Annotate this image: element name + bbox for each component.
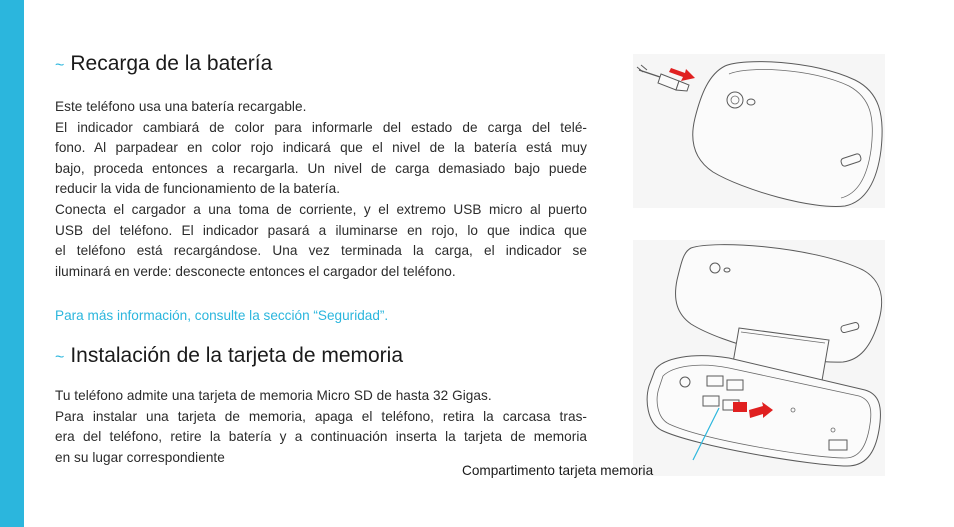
sim-slot-icon: [727, 380, 743, 390]
section-title-memory: [55, 344, 403, 368]
camera-module-icon: [680, 377, 690, 387]
text-line: en su lugar correspondiente: [55, 449, 225, 465]
memory-compartment-caption: Compartimento tarjeta memoria: [462, 463, 654, 478]
text-line: Este teléfono usa una batería recargable.: [55, 99, 307, 114]
phone-memory-card-illustration: [633, 240, 885, 476]
memory-card-icon: [733, 402, 747, 412]
phone-charging-illustration: [633, 54, 885, 208]
text-line: Conecta el cargador a una toma de corriente, y el extremo USB micro al puerto: [55, 201, 587, 217]
text-line: USB del teléfono. El indicador pasará a iluminarse en rojo, lo que indica que: [55, 222, 587, 238]
memory-paragraph: [55, 386, 587, 468]
text-line: iluminará en verde: desconecte entonces el cargador del teléfono.: [55, 263, 456, 279]
phone-memory-card-svg: [633, 240, 885, 476]
phone-charging-svg: [633, 54, 885, 208]
text-line: fono. Al parpadear en color rojo indicará que el nivel de la batería está muy: [55, 140, 587, 156]
accent-side-bar: [0, 0, 24, 527]
title-tilde: ~: [55, 57, 65, 74]
camera-lens-icon: [710, 263, 720, 273]
section-title-battery: [55, 52, 272, 76]
safety-note: Para más información, consulte la sección “Seguridad”.: [55, 308, 389, 323]
sim-slot-icon: [703, 396, 719, 406]
sim-slot-icon: [707, 376, 723, 386]
connector-icon: [829, 440, 847, 450]
text-line: bajo, proceda entonces a recargarla. Un nivel de carga demasiado bajo puede: [55, 160, 587, 176]
text-line: era del teléfono, retire la batería y a continuación inserta la tarjeta de memoria: [55, 429, 587, 445]
battery-paragraph: [55, 97, 587, 282]
text-line: el teléfono está recargándose. Una vez terminada la carga, el indicador se: [55, 243, 587, 259]
section-title-text: Instalación de la tarjeta de memoria: [70, 344, 404, 367]
text-line: Para instalar una tarjeta de memoria, apaga el teléfono, retira la carcasa tras-: [55, 408, 587, 424]
section-title-text: Recarga de la batería: [70, 52, 273, 75]
camera-lens-icon: [727, 92, 743, 108]
flash-icon: [724, 268, 730, 272]
flash-icon: [747, 99, 755, 105]
text-line: El indicador cambiará de color para informarle del estado de carga del telé-: [55, 119, 587, 135]
title-tilde: ~: [55, 349, 65, 366]
text-line: reducir la vida de funcionamiento de la batería.: [55, 181, 341, 197]
text-line: Tu teléfono admite una tarjeta de memoria Micro SD de hasta 32 Gigas.: [55, 388, 492, 403]
